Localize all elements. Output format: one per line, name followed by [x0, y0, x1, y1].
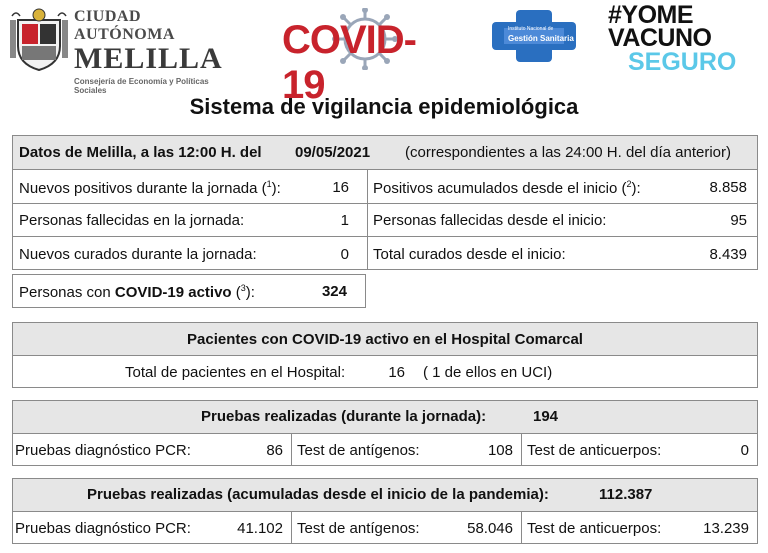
- cumulative-positives-value: 8.858: [709, 179, 747, 196]
- melilla-line3: Consejería de Economía y Políticas Sociales: [74, 77, 209, 95]
- cumulative-antibody-value: 13.239: [703, 520, 749, 537]
- melilla-logo: [8, 4, 238, 95]
- cumulative-tests-total: 112.387: [599, 486, 653, 503]
- daily-antigen-value: 108: [487, 442, 513, 459]
- deaths-total-label: Personas fallecidas desde el inicio:: [373, 212, 607, 229]
- campaign-line1: #YOME: [608, 1, 694, 29]
- hospital-table: [12, 322, 758, 388]
- deaths-day-label: Personas fallecidas en la jornada:: [19, 212, 245, 229]
- recovered-total-value: 8.439: [709, 246, 747, 263]
- page-title: Sistema de vigilancia epidemiológica: [189, 94, 579, 119]
- deaths-day-value: 1: [340, 212, 349, 229]
- cumulative-antibody-label: Test de anticuerpos:: [527, 520, 662, 537]
- daily-tests-table: [12, 400, 758, 466]
- daily-pcr-label: Pruebas diagnóstico PCR:: [15, 442, 191, 459]
- daily-antibody-label: Test de anticuerpos:: [527, 442, 662, 459]
- active-cases-value: 324: [321, 283, 347, 300]
- daily-antibody-value: 0: [740, 442, 749, 459]
- covid-logo-text: COVID-19: [282, 18, 416, 107]
- hospital-total-value: 16: [388, 364, 405, 381]
- daily-antigen-label: Test de antígenos:: [297, 442, 420, 459]
- recovered-day-value: 0: [340, 246, 349, 263]
- daily-data-date: 09/05/2021: [295, 144, 371, 161]
- cumulative-pcr-value: 41.102: [237, 520, 283, 537]
- daily-data-note: (correspondientes a las 24:00 H. del día anterior): [405, 144, 732, 161]
- campaign-line2: VACUNO: [608, 24, 712, 52]
- cumulative-pcr-label: Pruebas diagnóstico PCR:: [15, 520, 191, 537]
- daily-pcr-value: 86: [266, 442, 283, 459]
- cumulative-antigen-value: 58.046: [467, 520, 513, 537]
- covid-logo: [282, 8, 442, 107]
- campaign-line3: SEGURO: [628, 48, 737, 76]
- hospital-uci: ( 1 de ellos en UCI): [423, 364, 553, 381]
- recovered-total-label: Total curados desde el inicio:: [373, 246, 566, 263]
- campaign-logo: [608, 1, 758, 76]
- active-cases-label: Personas con COVID-19 activo ($^3$):: [19, 283, 255, 301]
- hospital-title: Pacientes con COVID-19 activo en el Hospital Comarcal: [187, 331, 583, 348]
- cumulative-antigen-label: Test de antígenos:: [297, 520, 420, 537]
- cumulative-tests-title: Pruebas realizadas (acumuladas desde el inicio de la pandemia):: [87, 486, 549, 503]
- active-cases-box: [12, 274, 366, 308]
- recovered-day-label: Nuevos curados durante la jornada:: [19, 246, 257, 263]
- deaths-total-value: 95: [730, 212, 747, 229]
- daily-tests-total: 194: [533, 408, 559, 425]
- melilla-line1: CIUDAD AUTÓNOMA: [74, 8, 175, 43]
- melilla-coat-of-arms-icon: [8, 6, 70, 72]
- ingesa-logo: [488, 6, 580, 66]
- cumulative-tests-table: [12, 478, 758, 544]
- melilla-line2: MELILLA: [74, 42, 223, 75]
- cumulative-positives-label: Positivos acumulados desde el inicio ($^2$):: [373, 179, 641, 197]
- daily-tests-title: Pruebas realizadas (durante la jornada):: [201, 408, 487, 425]
- daily-data-table: [12, 135, 758, 270]
- ingesa-label: Gestión Sanitaria: [508, 34, 574, 43]
- daily-data-prefix: Datos de Melilla, a las 12:00 H. del: [19, 144, 262, 161]
- ingesa-small-text: Instituto Nacional de: [508, 26, 554, 32]
- new-positives-label: Nuevos positivos durante la jornada ($^1$):: [19, 179, 281, 197]
- new-positives-value: 16: [332, 179, 349, 196]
- hospital-total-label: Total de pacientes en el Hospital:: [125, 364, 346, 381]
